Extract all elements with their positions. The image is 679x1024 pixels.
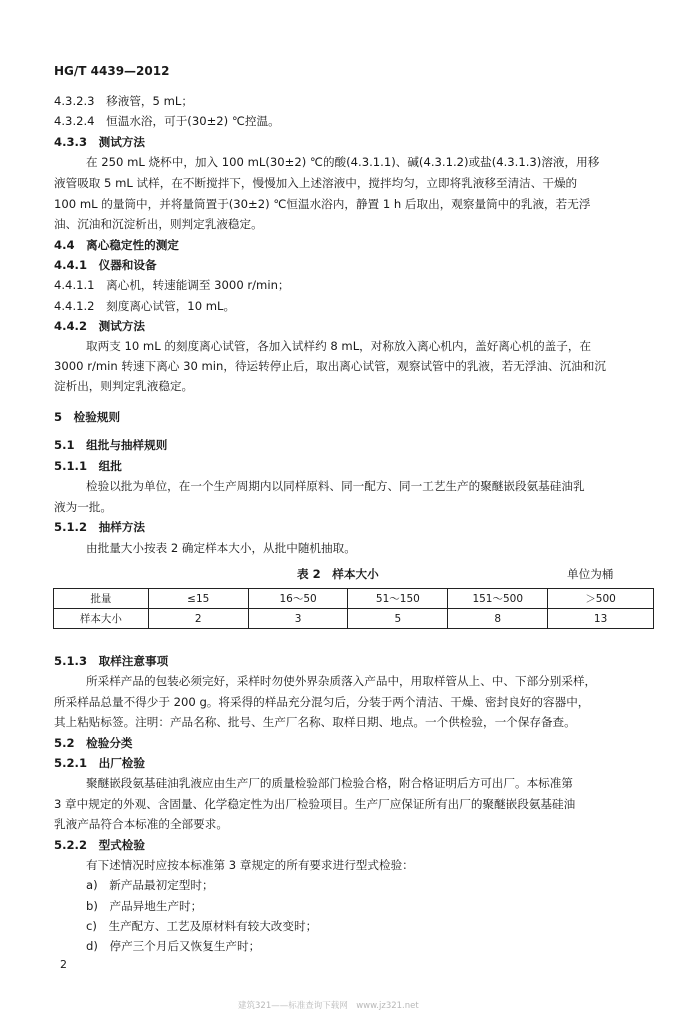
text-line: c) 生产配方、工艺及原材料有较大改变时；: [86, 919, 318, 933]
table-cell: 5: [348, 609, 448, 629]
section-heading: 4.4.2 测试方法: [54, 319, 145, 333]
section-heading: 4.4.1 仪器和设备: [54, 258, 157, 272]
text-line: 乳液产品符合本标准的全部要求。: [54, 817, 228, 831]
standard-number: HG/T 4439—2012: [54, 64, 170, 78]
section-heading: 4.3.3 测试方法: [54, 135, 145, 149]
text-line: 4.3.2.3 移液管，5 mL；: [54, 94, 193, 108]
table-cell: 3: [248, 609, 348, 629]
section-heading: 5.1.2 抽样方法: [54, 520, 145, 534]
text-line: 3 章中规定的外观、含固量、化学稳定性为出厂检验项目。生产厂应保证所有出厂的聚醚嵌段氨基硅油: [54, 797, 576, 811]
text-line: 液为一批。: [54, 500, 112, 514]
section-heading: 5.2.2 型式检验: [54, 838, 145, 852]
section-heading: 5 检验规则: [54, 410, 121, 424]
text-line: 在 250 mL 烧杯中，加入 100 mL(30±2) ℃的酸(4.3.1.1)、碱(4.3.1.2)或盐(4.3.1.3)溶液，用移: [86, 155, 600, 169]
table-cell: 13: [548, 609, 654, 629]
text-line: 所采样产品的包装必须完好，采样时勿使外界杂质落入产品中，用取样管从上、中、下部分别采样，: [86, 674, 597, 688]
text-line: 液管吸取 5 mL 试样，在不断搅拌下，慢慢加入上述溶液中，搅拌均匀，立即将乳液移至清洁、干燥的: [54, 176, 578, 190]
page-number: 2: [60, 958, 67, 971]
section-heading: 5.1.1 组批: [54, 459, 122, 473]
table-unit: 单位为桶: [567, 567, 614, 581]
table-cell: ≤15: [148, 589, 248, 609]
section-heading: 5.2 检验分类: [54, 736, 133, 750]
table-cell: 51～150: [348, 589, 448, 609]
table-caption: 表 2 样本大小: [297, 567, 379, 581]
text-line: d) 停产三个月后又恢复生产时；: [86, 939, 261, 953]
watermark: 建筑321——标准查询下载网 www.jz321.net: [238, 1001, 419, 1011]
section-heading: 5.1 组批与抽样规则: [54, 438, 168, 452]
text-line: 其上粘贴标签。注明：产品名称、批号、生产厂名称、取样日期、地点。一个供检验，一个保存备查。: [54, 715, 576, 729]
table-row-header: 样本大小: [54, 609, 149, 629]
sample-size-table: [53, 588, 654, 629]
text-line: 由批量大小按表 2 确定样本大小，从批中随机抽取。: [86, 541, 356, 555]
section-heading: 4.4 离心稳定性的测定: [54, 238, 179, 252]
table-row: [54, 609, 654, 629]
table-row-header: 批量: [54, 589, 149, 609]
text-line: 4.4.1.1 离心机，转速能调至 3000 r/min；: [54, 278, 290, 292]
text-line: 取两支 10 mL 的刻度离心试管，各加入试样约 8 mL，对称放入离心机内，盖好离心机的盖子，在: [86, 339, 592, 353]
text-line: b) 产品异地生产时；: [86, 899, 203, 913]
section-heading: 5.1.3 取样注意事项: [54, 654, 169, 668]
text-line: 100 mL 的量筒中，并将量筒置于(30±2) ℃恒温水浴内，静置 1 h 后取出，观察量筒中的乳液，若无浮: [54, 197, 591, 211]
table-cell: 8: [448, 609, 548, 629]
text-line: 淀析出，则判定乳液稳定。: [54, 379, 194, 393]
section-heading: 5.2.1 出厂检验: [54, 756, 145, 770]
text-line: 4.3.2.4 恒温水浴，可于(30±2) ℃控温。: [54, 114, 280, 128]
table-cell: ＞500: [548, 589, 654, 609]
table-cell: 2: [148, 609, 248, 629]
text-line: 所采样品总量不得少于 200 g。将采得的样品充分混匀后，分装于两个清洁、干燥、密封良好的容器中，: [54, 695, 590, 709]
text-line: 4.4.1.2 刻度离心试管，10 mL。: [54, 299, 236, 313]
text-line: 聚醚嵌段氨基硅油乳液应由生产厂的质量检验部门检验合格，附合格证明后方可出厂。本标准第: [86, 776, 573, 790]
text-line: 3000 r/min 转速下离心 30 min，待运转停止后，取出离心试管，观察试管中的乳液，若无浮油、沉油和沉: [54, 359, 606, 373]
table-row: [54, 589, 654, 609]
table-cell: 151～500: [448, 589, 548, 609]
text-line: 检验以批为单位，在一个生产周期内以同样原料、同一配方、同一工艺生产的聚醚嵌段氨基硅油乳: [86, 479, 585, 493]
text-line: a) 新产品最初定型时；: [86, 878, 214, 892]
text-line: 有下述情况时应按本标准第 3 章规定的所有要求进行型式检验：: [86, 858, 414, 872]
table-cell: 16～50: [248, 589, 348, 609]
text-line: 油、沉油和沉淀析出，则判定乳液稳定。: [54, 217, 263, 231]
